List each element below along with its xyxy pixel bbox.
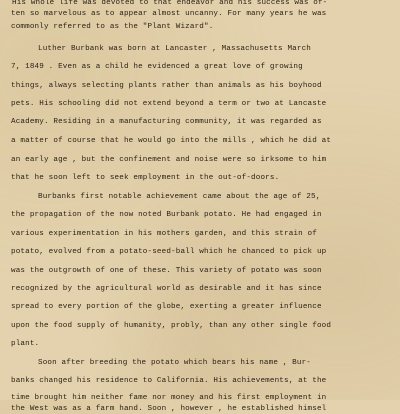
text-line: a matter of course that he would go into the mills , which he did at (11, 137, 332, 145)
text-line: the West was as a farm hand. Soon , however , he established himsel (11, 405, 327, 413)
text-line: Academy. Residing in a manufacturing community, it was regarded as (11, 118, 322, 126)
text-line: various experimentation in his mothers garden, and this strain of (11, 230, 317, 238)
text-line: commonly referred to as the "Plant Wizard". (11, 23, 214, 31)
text-line: ten so marvelous as to appear almost uncanny. For many years he was (11, 10, 327, 18)
text-line: His whole life was devoted to that endeavor and his success was of- (12, 0, 328, 7)
text-line: upon the food supply of humanity, probly, than any other single food (11, 322, 332, 330)
text-line: was the outgrowth of one of these. This variety of potato was soon (11, 267, 322, 275)
text-line: 7, 1849 . Even as a child he evidenced a great love of growing (11, 63, 303, 71)
text-line: the propagation of the now noted Burbank potato. He had engaged in (11, 211, 322, 219)
text-line: banks changed his residence to California. His achievements, at the (11, 377, 327, 385)
text-line: recognized by the agricultural world as desirable and it has since (11, 285, 322, 293)
text-line: that he soon left to seek employment in the out-of-doors. (11, 174, 280, 182)
text-line: Soon after breeding the potato which bears his name , Bur- (38, 359, 312, 367)
text-line: an early age , but the confinement and noise were so irksome to him (11, 156, 327, 164)
text-line: pets. His schooling did not extend beyond a term or two at Lancaste (11, 100, 327, 108)
text-line: Luther Burbank was born at Lancaster , Massachusetts March (38, 45, 312, 53)
text-line: plant. (11, 340, 40, 348)
text-line: things, always selecting plants rather than animals as his boyhood (11, 82, 322, 90)
text-line: Burbanks first notable achievement came about the age of 25, (38, 193, 321, 201)
text-line: time brought him neither fame nor money and his first employment in (11, 394, 327, 402)
text-line: spread to every portion of the globe, exerting a greater influence (11, 303, 322, 311)
text-line: potato, evolved from a potato-seed-ball which he chanced to pick up (11, 248, 327, 256)
